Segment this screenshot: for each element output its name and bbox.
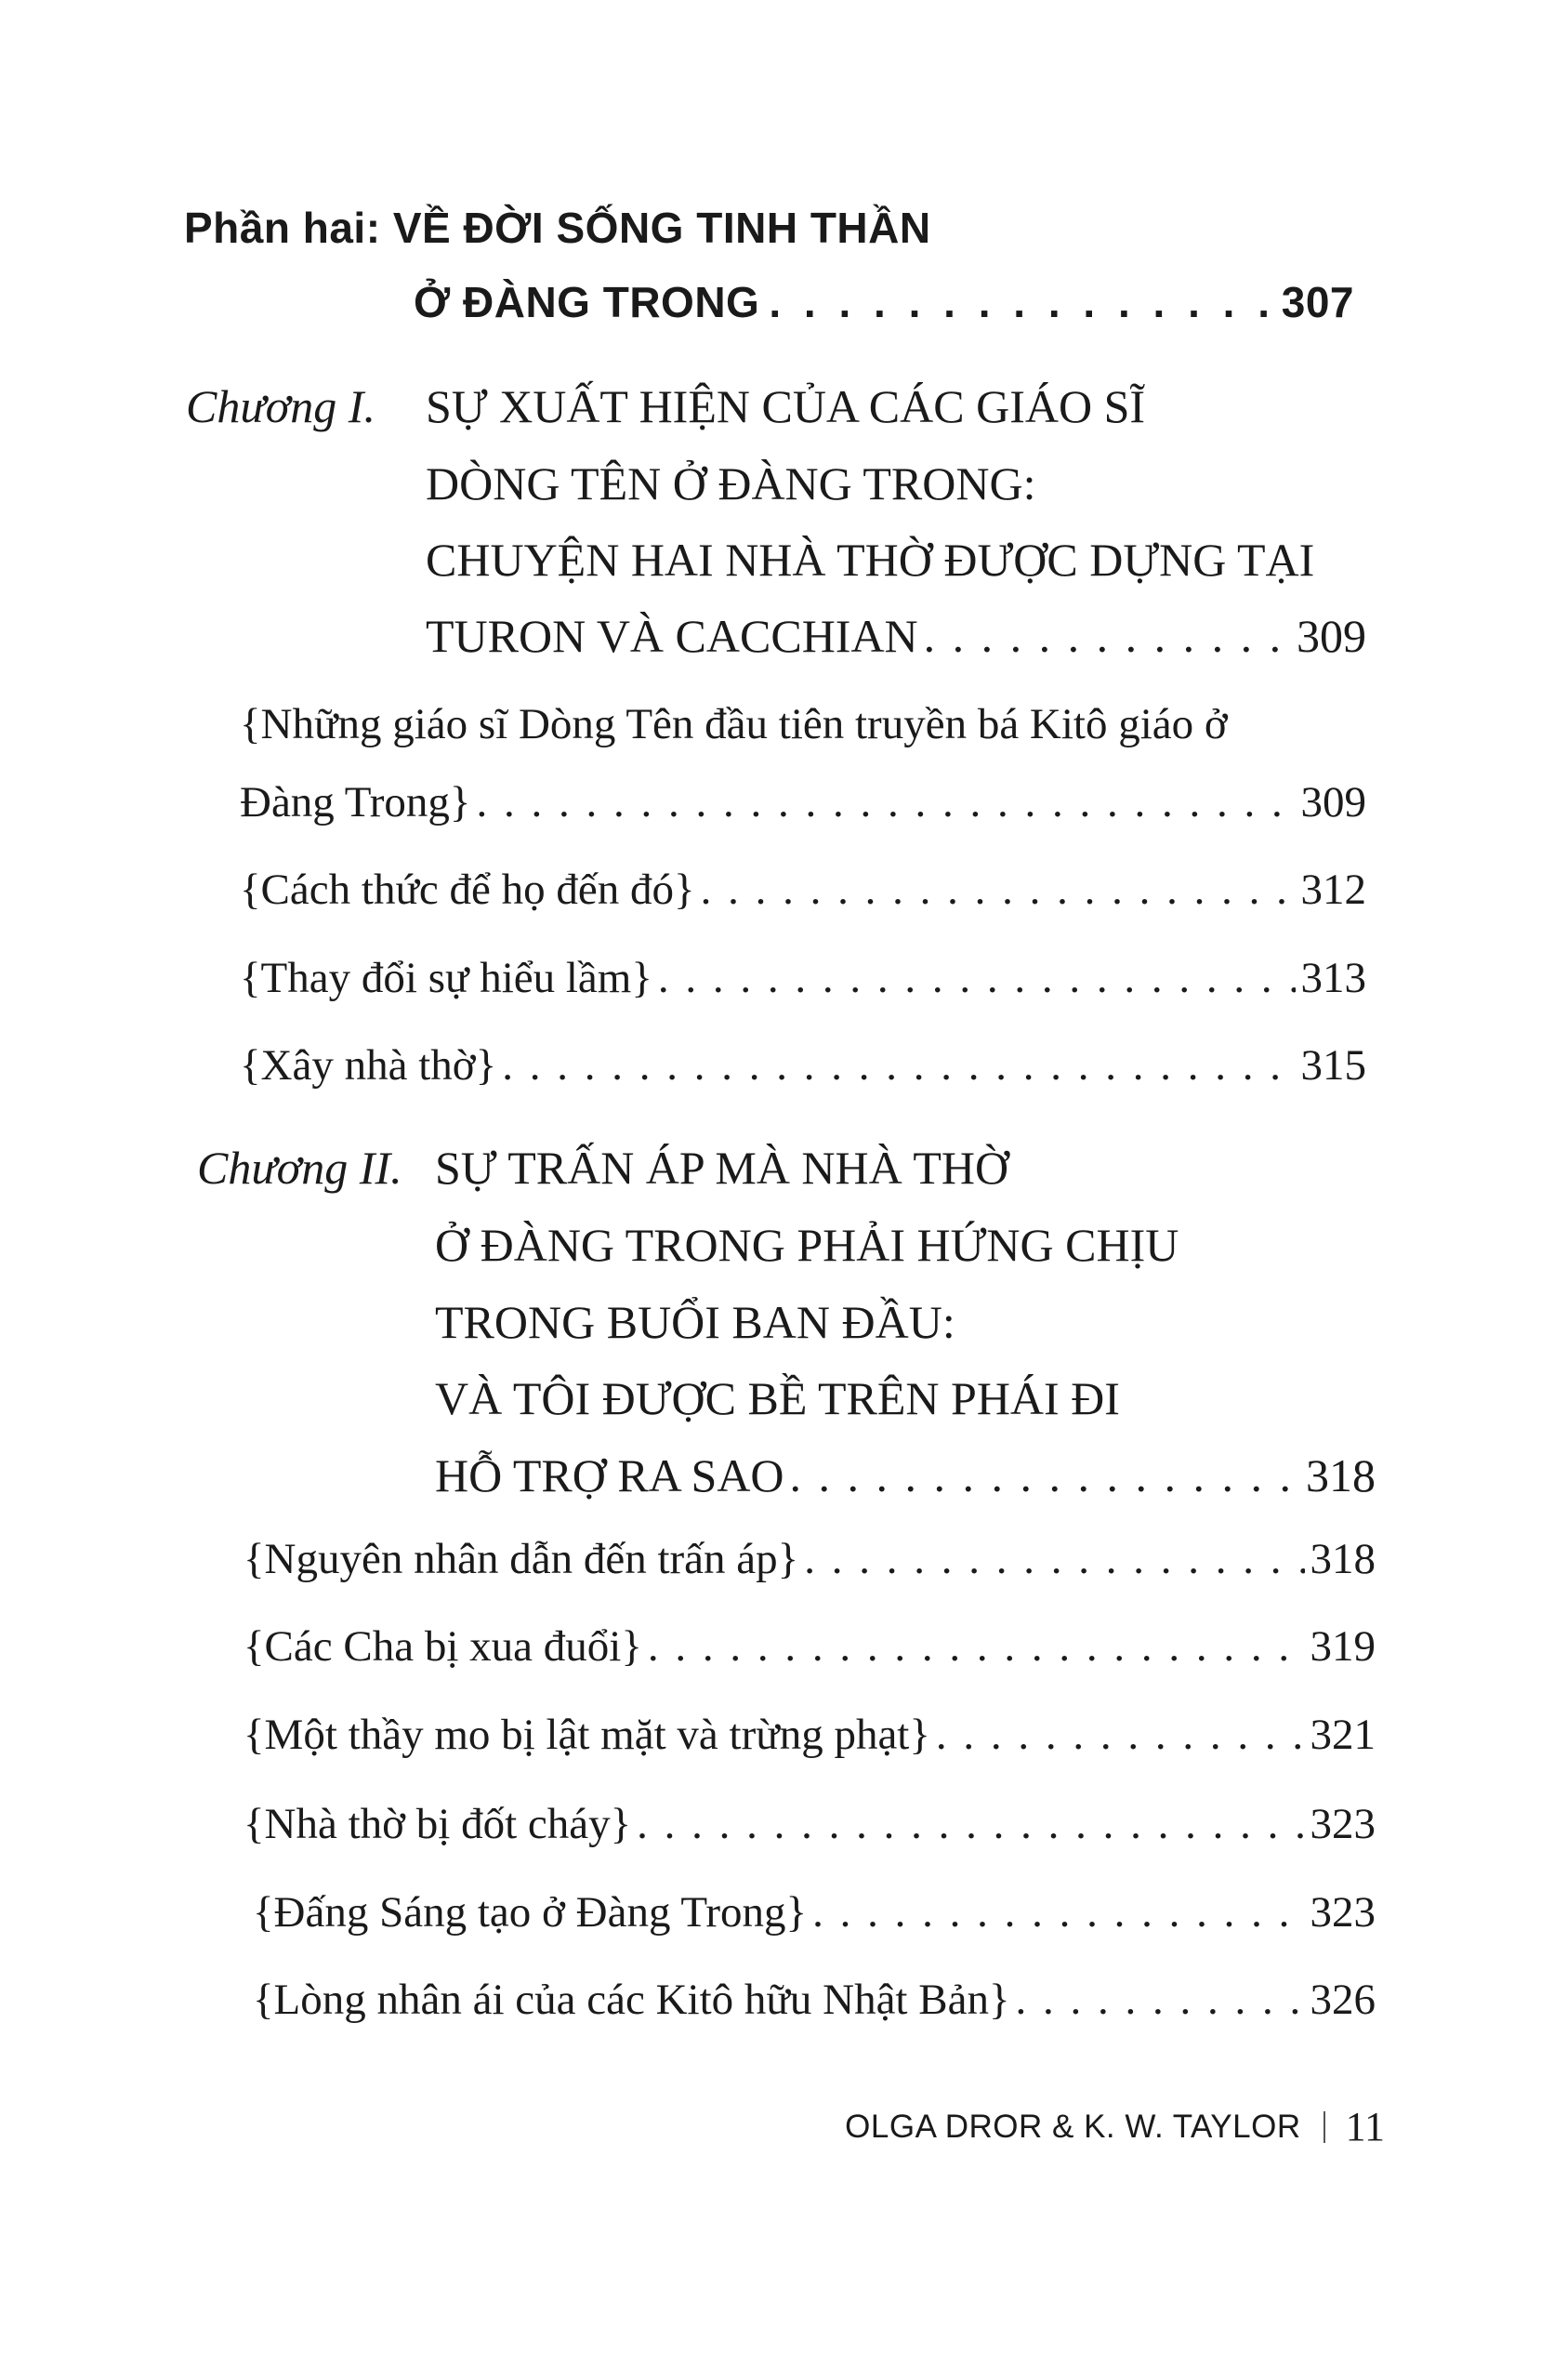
chapter-1-label: Chương I. [186, 380, 375, 432]
dot-leader [812, 1887, 1304, 1937]
entry-page: 323 [1310, 1800, 1376, 1848]
part-heading-line1 [184, 203, 931, 253]
entry-page: 326 [1310, 1976, 1376, 2024]
chapter-2-title-line: Ở ĐÀNG TRONG PHẢI HỨNG CHỊU [435, 1219, 1179, 1271]
dot-leader [790, 1448, 1300, 1502]
entry-page: 323 [1310, 1888, 1376, 1937]
entry-text-line: {Những giáo sĩ Dòng Tên đầu tiên truyền bá Kitô giáo ở [240, 700, 1228, 748]
toc-entry [240, 865, 1366, 915]
toc-entry [244, 1534, 1376, 1584]
chapter-1-title-line: TURON VÀ CACCHIAN [426, 610, 918, 662]
chapter-2-title-last-line [435, 1448, 1376, 1502]
footer-divider [1324, 2111, 1325, 2143]
entry-text: {Nhà thờ bị đốt cháy} [244, 1800, 632, 1848]
chapter-1-title-line: CHUYỆN HAI NHÀ THỜ ĐƯỢC DỰNG TẠI [426, 534, 1315, 586]
entry-text: {Đấng Sáng tạo ở Đàng Trong} [253, 1888, 808, 1937]
entry-text: {Lòng nhân ái của các Kitô hữu Nhật Bản} [253, 1976, 1010, 2024]
chapter-2-title-line: VÀ TÔI ĐƯỢC BỀ TRÊN PHÁI ĐI [435, 1372, 1120, 1424]
dot-leader [804, 1534, 1304, 1584]
dot-leader [502, 1040, 1295, 1091]
dot-leader [658, 953, 1296, 1003]
dot-leader [476, 777, 1295, 827]
chapter-2-title-line: SỰ TRẤN ÁP MÀ NHÀ THỜ [435, 1142, 1009, 1194]
entry-text: {Cách thức để họ đến đó} [240, 866, 695, 914]
dot-leader [924, 609, 1291, 663]
toc-entry [244, 1799, 1376, 1849]
toc-entry [253, 1975, 1376, 2025]
entry-page: 313 [1300, 954, 1366, 1002]
toc-entry [240, 1040, 1366, 1091]
entry-text: {Thay đổi sự hiểu lầm} [240, 954, 652, 1002]
toc-entry [244, 1621, 1376, 1672]
toc-entry [253, 1887, 1376, 1937]
part-label: Phần hai: [184, 204, 381, 252]
chapter-2-label: Chương II. [197, 1142, 402, 1194]
chapter-1-title-line: SỰ XUẤT HIỆN CỦA CÁC GIÁO SĨ [426, 380, 1146, 432]
dot-leader [936, 1710, 1305, 1760]
chapter-1-title-last-line [426, 609, 1366, 663]
chapter-1-title-line: DÒNG TÊN Ở ĐÀNG TRONG: [426, 457, 1036, 509]
dot-leader [701, 865, 1296, 915]
toc-entry [240, 953, 1366, 1003]
part-page: 307 [1281, 278, 1354, 326]
entry-text: {Các Cha bị xua đuổi} [244, 1622, 642, 1671]
entry-page: 315 [1300, 1041, 1366, 1090]
entry-page: 318 [1310, 1535, 1376, 1583]
chapter-2-page: 318 [1306, 1449, 1376, 1501]
entry-text: Đàng Trong} [240, 778, 471, 826]
page-footer [827, 2103, 1385, 2150]
entry-page: 312 [1300, 866, 1366, 914]
page-number: 11 [1345, 2104, 1385, 2149]
part-title-line1: VỀ ĐỜI SỐNG TINH THẦN [392, 204, 931, 252]
entry-page: 321 [1310, 1711, 1376, 1759]
dot-leader [1016, 1975, 1305, 2025]
entry-page: 309 [1300, 778, 1366, 826]
dot-leader [637, 1799, 1304, 1849]
entry-text: {Xây nhà thờ} [240, 1041, 497, 1090]
chapter-2-title-line: TRONG BUỔI BAN ĐẦU: [435, 1296, 955, 1348]
entry-page: 319 [1310, 1622, 1376, 1671]
entry-text: {Một thầy mo bị lật mặt và trừng phạt} [244, 1711, 930, 1759]
footer-authors: OLGA DROR & K. W. TAYLOR [845, 2108, 1301, 2145]
part-heading-line2 [414, 277, 1354, 327]
entry-text: {Nguyên nhân dẫn đến trấn áp} [244, 1535, 799, 1583]
toc-entry [240, 777, 1366, 827]
dot-leader [648, 1621, 1305, 1672]
chapter-2-title-line: HỖ TRỢ RA SAO [435, 1449, 784, 1501]
chapter-1-page: 309 [1297, 610, 1366, 662]
dot-leader [769, 277, 1271, 327]
part-title-line2: Ở ĐÀNG TRONG [414, 278, 760, 326]
toc-entry [244, 1710, 1376, 1760]
